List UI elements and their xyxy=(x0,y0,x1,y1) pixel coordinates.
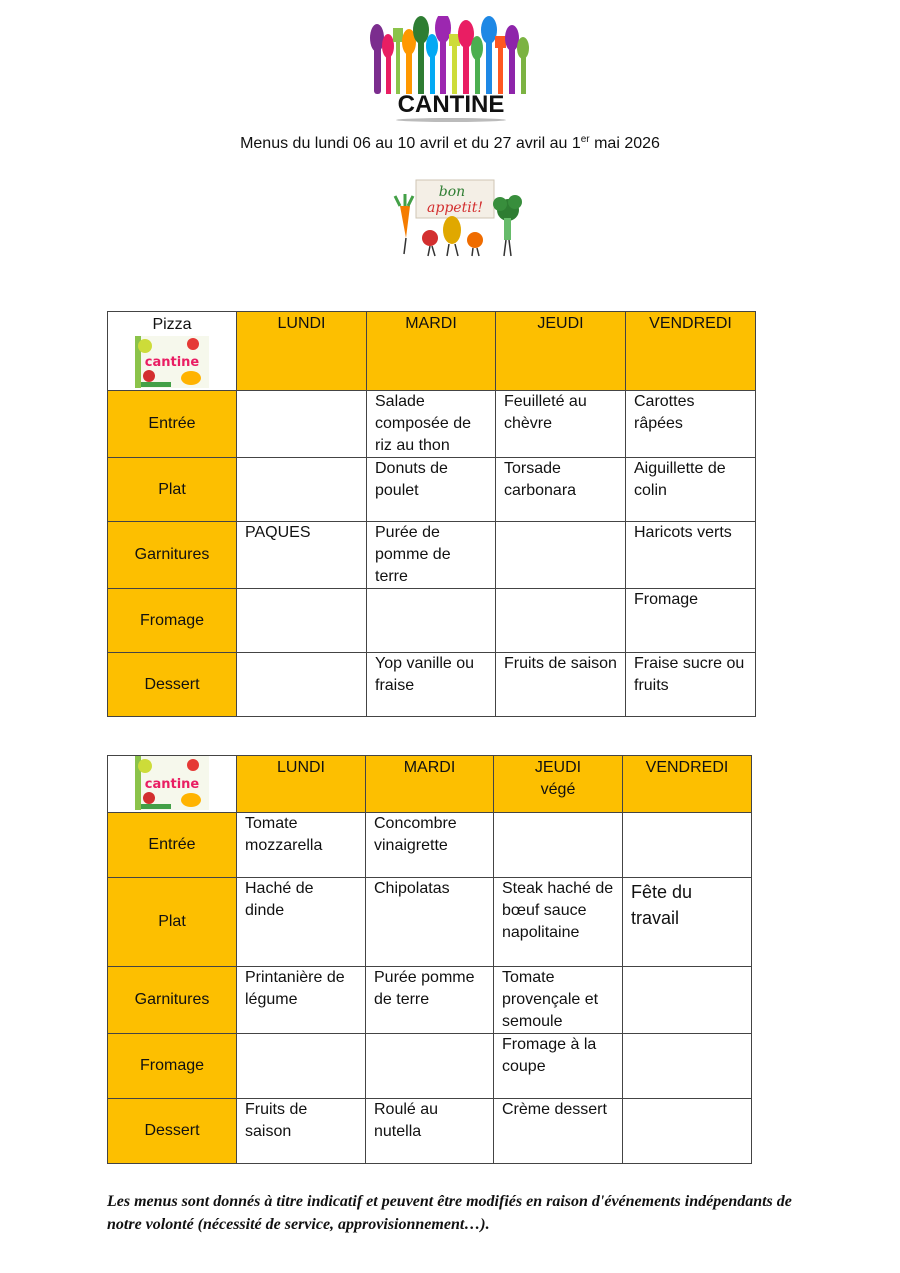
logo-text: CANTINE xyxy=(397,91,505,118)
cutlery-icon xyxy=(370,16,529,94)
corner-cell xyxy=(108,756,237,813)
svg-text:bon: bon xyxy=(438,184,466,200)
menu-cell xyxy=(367,589,496,653)
menu-cell: PAQUES xyxy=(237,522,367,589)
svg-text:appetit!: appetit! xyxy=(427,200,483,216)
menu-cell: Tomate mozzarella xyxy=(237,813,366,878)
day-header-vendredi: VENDREDI xyxy=(623,756,752,813)
menu-cell: Haricots verts xyxy=(626,522,756,589)
menu-cell xyxy=(496,522,626,589)
menu-cell: Donuts de poulet xyxy=(367,458,496,522)
day-header-lundi: LUNDI xyxy=(237,756,366,813)
menu-cell xyxy=(623,967,752,1034)
day-header-lundi: LUNDI xyxy=(237,312,367,391)
menu-cell: Carottes râpées xyxy=(626,391,756,458)
svg-text:cantine: cantine xyxy=(144,777,200,792)
table-row xyxy=(108,967,752,1034)
menu-cell: Concombre vinaigrette xyxy=(366,813,494,878)
table-row xyxy=(108,1099,752,1164)
menu-cell xyxy=(237,391,367,458)
table-row xyxy=(108,589,756,653)
menu-cell xyxy=(623,813,752,878)
table-row xyxy=(108,391,756,458)
cantine-logo xyxy=(366,16,536,126)
menu-cell: Feuilleté au chèvre xyxy=(496,391,626,458)
table-row xyxy=(108,458,756,522)
menu-cell: Aiguillette de colin xyxy=(626,458,756,522)
menu-cell: Chipolatas xyxy=(366,878,494,967)
menu-cell: Steak haché de bœuf sauce napolitaine xyxy=(494,878,623,967)
table-row xyxy=(108,1034,752,1099)
menu-cell: Fruits de saison xyxy=(496,653,626,717)
day-header-mardi: MARDI xyxy=(367,312,496,391)
corner-cell xyxy=(108,312,237,391)
row-label: Garnitures xyxy=(108,967,237,1034)
menu-cell: Fête du travail xyxy=(623,878,752,967)
row-label: Dessert xyxy=(108,1099,237,1164)
vege-label: végé xyxy=(540,781,576,798)
day-header-vendredi: VENDREDI xyxy=(626,312,756,391)
table-row xyxy=(108,522,756,589)
day-header-mardi: MARDI xyxy=(366,756,494,813)
menu-cell: Crème dessert xyxy=(494,1099,623,1164)
menu-cell: Fromage xyxy=(626,589,756,653)
menu-cell: Purée de pomme de terre xyxy=(367,522,496,589)
menu-cell: Haché de dinde xyxy=(237,878,366,967)
row-label: Entrée xyxy=(108,391,237,458)
row-label: Garnitures xyxy=(108,522,237,589)
menu-cell: Salade composée de riz au thon xyxy=(367,391,496,458)
row-label: Plat xyxy=(108,458,237,522)
pizza-label: Pizza xyxy=(152,316,192,333)
menu-cell xyxy=(237,1034,366,1099)
table-row xyxy=(108,653,756,717)
menu-cell xyxy=(623,1099,752,1164)
menu-cell: Fruits de saison xyxy=(237,1099,366,1164)
table-row xyxy=(108,878,752,967)
row-label: Fromage xyxy=(108,1034,237,1099)
footer-note: Les menus sont donnés à titre indicatif et peuvent être modifiés en raison d'événements indépendants de notre volonté (nécessité de service, approvisionnement…). xyxy=(107,1193,792,1233)
row-label: Entrée xyxy=(108,813,237,878)
menu-cell: Fromage à la coupe xyxy=(494,1034,623,1099)
menu-cell: Fraise sucre ou fruits xyxy=(626,653,756,717)
cantine-thumbnail-icon xyxy=(135,336,209,388)
table-row xyxy=(108,813,752,878)
menu-cell xyxy=(494,813,623,878)
menu-cell xyxy=(237,458,367,522)
menu-cell: Purée pomme de terre xyxy=(366,967,494,1034)
menu-cell xyxy=(496,589,626,653)
week1-menu-table xyxy=(107,311,756,717)
menu-cell xyxy=(366,1034,494,1099)
week2-menu-table xyxy=(107,755,752,1164)
row-label: Dessert xyxy=(108,653,237,717)
cantine-thumbnail-icon xyxy=(135,756,209,810)
menu-cell: Torsade carbonara xyxy=(496,458,626,522)
menu-cell: Roulé au nutella xyxy=(366,1099,494,1164)
table-header-row xyxy=(108,312,756,391)
row-label: Plat xyxy=(108,878,237,967)
menu-cell: Tomate provençale et semoule xyxy=(494,967,623,1034)
menu-cell xyxy=(237,653,367,717)
page-subtitle: Menus du lundi 06 au 10 avril et du 27 avril au 1er mai 2026 xyxy=(240,134,660,152)
menu-cell xyxy=(237,589,367,653)
menu-cell: Printanière de légume xyxy=(237,967,366,1034)
menu-cell: Yop vanille ou fraise xyxy=(367,653,496,717)
svg-text:cantine: cantine xyxy=(144,355,200,370)
day-header-jeudi: JEUDI xyxy=(496,312,626,391)
bon-appetit-illustration xyxy=(380,176,526,260)
day-header-jeudi: JEUDI végé xyxy=(494,756,623,813)
menu-cell xyxy=(623,1034,752,1099)
row-label: Fromage xyxy=(108,589,237,653)
table-header-row xyxy=(108,756,752,813)
